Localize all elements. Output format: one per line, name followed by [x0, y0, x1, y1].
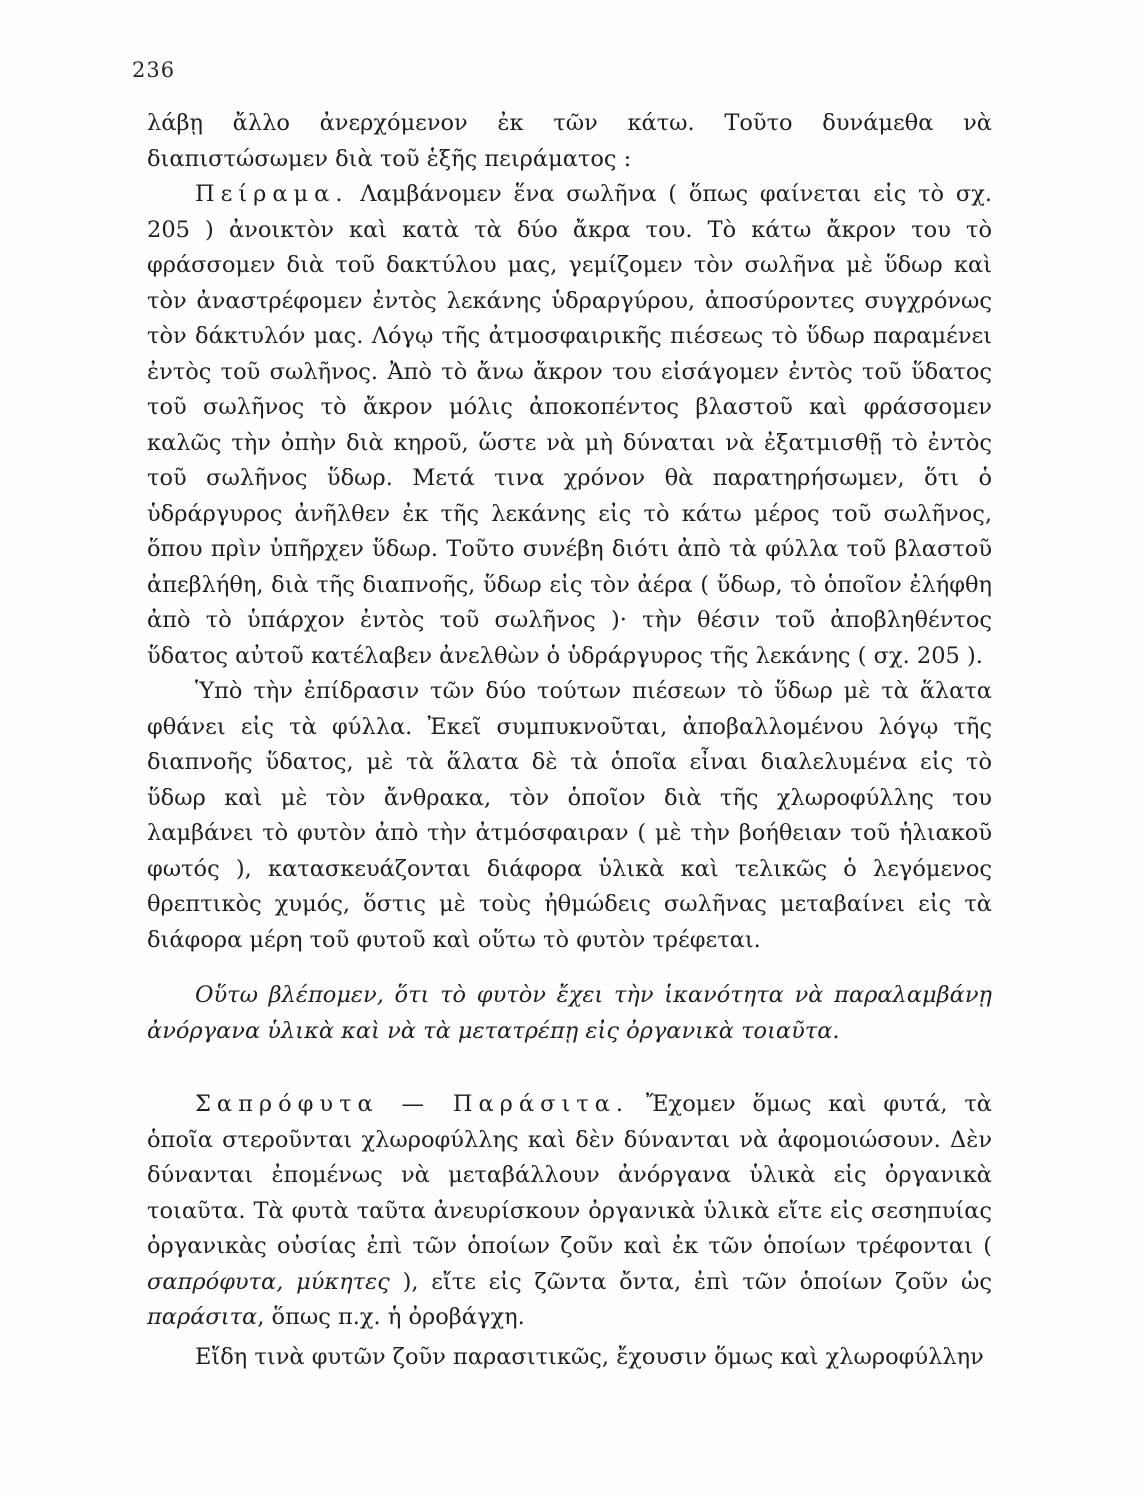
experiment-label: Πείραμα.	[195, 181, 349, 207]
paragraph-conclusion: Οὕτω βλέπομεν, ὅτι τὸ φυτὸν ἔχει τὴν ἱκανότητα νὰ παραλαμβάνῃ ἀνόργανα ὑλικὰ καὶ νὰ τὰ μετατρέπῃ εἰς ὀργανικὰ τοιαῦτα.	[147, 982, 992, 1044]
experiment-text: Λαμβάνομεν ἕνα σωλῆνα ( ὅπως φαίνεται εἰς τὸ σχ. 205 ) ἀνοικτὸν καὶ κατὰ τὰ δύο ἄκρα του. Τὸ κάτω ἄκρον του τὸ φράσσομεν διὰ τοῦ δακτύλου μας, γεμίζομεν τὸν σωλῆνα μὲ ὕδωρ καὶ τὸν ἀναστρέφομεν ἐντὸς λεκάνης ὑδραργύρου, ἀποσύροντες συγχρόνως τὸν δάκτυλόν μας. Λόγῳ τῆς ἀτμοσφαιρικῆς πιέσεως τὸ ὕδωρ παραμένει ἐντὸς τοῦ σωλῆνος. Ἀπὸ τὸ ἄνω ἄκρον του εἰσάγομεν ἐντὸς τοῦ ὕδατος τοῦ σωλῆνος τὸ ἄκρον μόλις ἀποκοπέντος βλαστοῦ καὶ φράσσομεν καλῶς τὴν ὀπὴν διὰ κηροῦ, ὥστε νὰ μὴ δύναται νὰ ἐξατμισθῇ τὸ ἐντὸς τοῦ σωλῆνος ὕδωρ. Μετά τινα χρόνον θὰ παρατηρήσωμεν, ὅτι ὁ ὑδράργυρος ἀνῆλθεν ἐκ τῆς λεκάνης εἰς τὸ κάτω μέρος τοῦ σωλῆνος, ὅπου πρὶν ὑπῆρχεν ὕδωρ. Τοῦτο συνέβη διότι ἀπὸ τὰ φύλλα τοῦ βλαστοῦ ἀπεβλήθη, διὰ τῆς διαπνοῆς, ὕδωρ εἰς τὸν ἀέρα ( ὕδωρ, τὸ ὁποῖον ἐλήφθη ἀπὸ τὸ ὑπάρχον ἐντὸς τοῦ σωλῆνος )· τὴν θέσιν τοῦ ἀποβληθέντος ὕδατος αὐτοῦ κατέλαβεν ἀνελθὼν ὁ ὑδράργυρος τῆς λεκάνης ( σχ. 205 ).	[147, 181, 993, 669]
saprophytes-italic-1: σαπρόφυτα, μύκητες	[147, 1268, 390, 1295]
page-number: 236	[132, 58, 176, 82]
saprophytes-text-c: , ὅπως π.χ. ἡ ὀροβάγχη.	[257, 1304, 525, 1330]
saprophytes-text-b: ), εἴτε εἰς ζῶντα ὄντα, ἐπὶ τῶν ὁποίων ζοῦν ὡς	[402, 1268, 992, 1295]
paragraph-parasitic: Εἴδη τινὰ φυτῶν ζοῦν παρασιτικῶς, ἔχουσιν ὅμως καὶ χλωροφύλλην	[195, 1343, 984, 1370]
paragraph-experiment	[147, 177, 992, 674]
paragraph-saprophytes	[147, 1087, 992, 1336]
saprophytes-italic-2: παράσιτα	[147, 1304, 258, 1330]
paragraph-pressures: Ὑπὸ τὴν ἐπίδρασιν τῶν δύο τούτων πιέσεων τὸ ὕδωρ μὲ τὰ ἅλατα φθάνει εἰς τὰ φύλλα. Ἐκεῖ συμπυκνοῦται, ἀποβαλλομένου λόγῳ τῆς διαπνοῆς ὕδατος, μὲ τὰ ἅλατα δὲ τὰ ὁποῖα εἶναι διαλελυμένα εἰς τὸ ὕδωρ καὶ μὲ τὸν ἄνθρακα, τὸν ὁποῖον διὰ τῆς χλωροφύλλης του λαμβάνει τὸ φυτὸν ἀπὸ τὴν ἀτμόσφαιραν ( μὲ τὴν βοήθειαν τοῦ ἡλιακοῦ φωτός ), κατασκευάζονται διάφορα ὑλικὰ καὶ τελικῶς ὁ λεγόμενος θρεπτικὸς χυμός, ὅστις μὲ τοὺς ἠθμώδεις σωλῆνας μεταβαίνει εἰς τὰ διάφορα μέρη τοῦ φυτοῦ καὶ οὕτω τὸ φυτὸν τρέφεται.	[147, 678, 992, 953]
saprophytes-label: Σαπρόφυτα — Παράσιτα.	[195, 1091, 630, 1117]
saprophytes-text-a: Ἔχομεν ὅμως καὶ φυτά, τὰ ὁποῖα στεροῦνται χλωροφύλλης καὶ δὲν δύνανται νὰ ἀφομοιώσουν. Δὲν δύνανται ἐπομένως νὰ μεταβάλλουν ἀνόργανα ὑλικὰ εἰς ὀργανικὰ τοιαῦτα. Τὰ φυτὰ ταῦτα ἀνευρίσκουν ὀργανικὰ ὑλικὰ εἴτε εἰς σεσηπυίας ὀργανικὰς οὐσίας ἐπὶ τῶν ὁποίων ζοῦν καὶ ἐκ τῶν ὁποίων τρέφονται (	[147, 1091, 992, 1259]
body-text	[147, 106, 992, 1375]
paragraph-intro: λάβῃ ἄλλο ἀνερχόμενον ἐκ τῶν κάτω. Τοῦτο δυνάμεθα νὰ διαπιστώσωμεν διὰ τοῦ ἑξῆς πειράματος :	[147, 110, 992, 172]
